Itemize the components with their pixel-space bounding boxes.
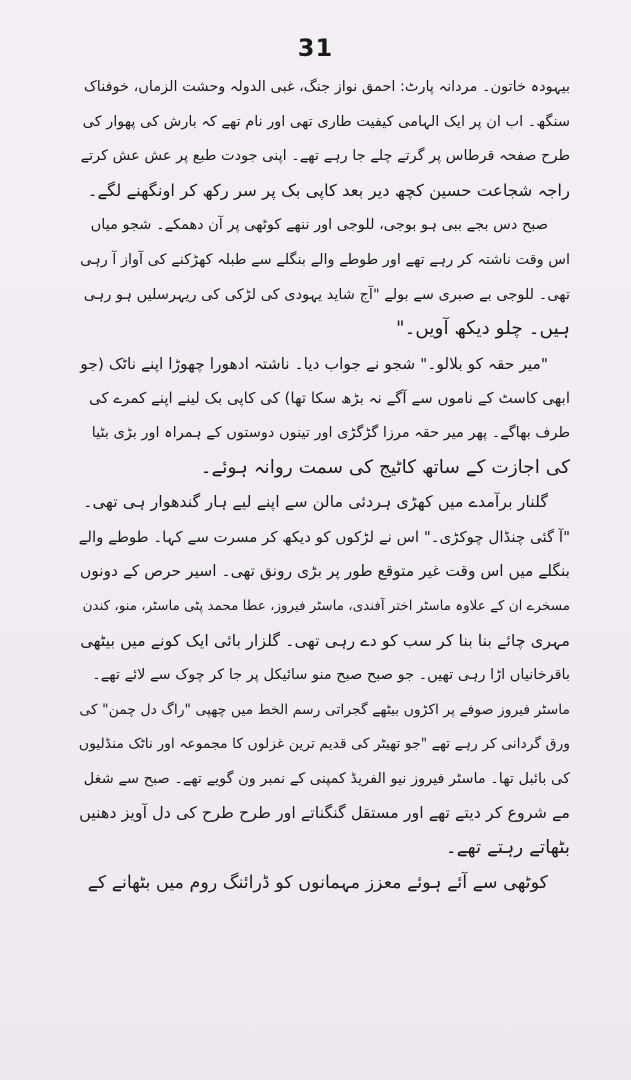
text-line: باقرخانیاں اڑا رہی تھیں۔ جو صبح صبح منو سائیکل پر جا کر چوک سے لائے تھے۔	[92, 667, 570, 684]
text-line: ابھی کاسٹ کے ناموں سے آگے نہ بڑھ سکا تھا) کی کاپی بک لینے اپنے کمرے کی	[88, 389, 570, 408]
text-line: "آ گئی چنڈال چوکڑی۔" اس نے لڑکوں کو دیکھ کر مسرت سے کہا۔ طوطے والے	[78, 527, 570, 546]
text-line: بیہودہ خاتون۔ مردانہ پارٹ: احمق نواز جنگ، غبی الدولہ وحشت الزماں، خوفناک	[83, 79, 570, 95]
text-line: گلنار برآمدے میں کھڑی ہردئی مالن سے اپنے لیے ہار گندھوار ہی تھی۔	[83, 492, 548, 512]
text-line: مسخرے ان کے علاوہ ماسٹر اختر آفندی، ماسٹر فیروز، عطا محمد پٹی ماسٹر، منو، کندن	[82, 597, 570, 614]
text-line: ورق گردانی کر رہے تھے "جو تھیٹر کی قدیم ترین غزلوں کا مجموعہ اور ناٹک منڈلیوں	[78, 736, 570, 753]
text-line: ہیں۔ چلو دیکھ آویں۔"	[395, 318, 570, 340]
text-line: بنگلے میں اس وقت غیر متوقع طور پر بڑی رونق تھی۔ اسیر حرص کے دونوں	[79, 562, 570, 581]
text-line: "میر حقہ کو بلالو۔" شجو نے جواب دیا۔ ناشتہ ادھورا چھوڑا اپنے ناٹک (جو	[80, 354, 548, 373]
text-line: اس وقت ناشتہ کر رہے تھے اور طوطے والے بنگلے سے طبلہ کھڑکنے کی آواز آ رہی	[80, 251, 570, 268]
text-line: کوٹھی سے آئے ہوئے معزز مہمانوں کو ڈرائنگ روم میں بٹھانے کے	[87, 872, 548, 893]
text-line: مے شروع کر دیتے تھے اور مستقل گنگناتے اور طرح طرح کی دل آویز دھنیں	[79, 803, 570, 823]
text-line: کی اجازت کے ساتھ کاٹیج کی سمت روانہ ہوئے۔	[200, 456, 570, 478]
text-line: صبح دس بجے ببی ہو بوجی، للوجی اور ننھے کوٹھی پر آن دھمکے۔ شجو میاں	[90, 217, 548, 234]
text-line: بٹھاتے رہتے تھے۔	[445, 837, 570, 859]
text-line: طرف بھاگے۔ پھر میر حقہ مرزا گڑگڑی اور تینوں دوستوں کے ہمراہ اور بڑی بٹیا	[91, 424, 570, 441]
page-text	[78, 70, 570, 900]
text-line: راجہ شجاعت حسین کچھ دیر بعد کاپی بک پر سر رکھ کر اونگھنے لگے۔	[87, 180, 570, 200]
text-line: مہری چائے بنا بنا کر سب کو دے رہی تھی۔ گلزار بائی ایک کونے میں بیٹھی	[80, 630, 570, 650]
page-number: 31	[297, 34, 334, 62]
text-line: ماسٹر فیروز صوفے پر اکڑوں بیٹھے گجراتی رسم الخط میں چھپی "راگ دل چمن" کی	[79, 701, 570, 718]
text-line: تھی۔ للوجی بے صبری سے بولے "آج شاید یہودی کی لڑکی کی ریہرسلیں ہو رہی	[83, 286, 570, 303]
text-line: طرح صفحہ قرطاس پر گرتے چلے جا رہے تھے۔ اپنی جودت طبع پر عش عش کرتے	[80, 148, 570, 165]
text-line: سنگھ۔ اب ان پر ایک الہامی کیفیت طاری تھی اور نام تھے کہ بارش کی پھوار کی	[82, 113, 570, 130]
text-line: کی بائبل تھا۔ ماسٹر فیروز نیو الفریڈ کمپنی کے نمبر ون گویے تھے۔ صبح سے شغل	[83, 770, 570, 787]
